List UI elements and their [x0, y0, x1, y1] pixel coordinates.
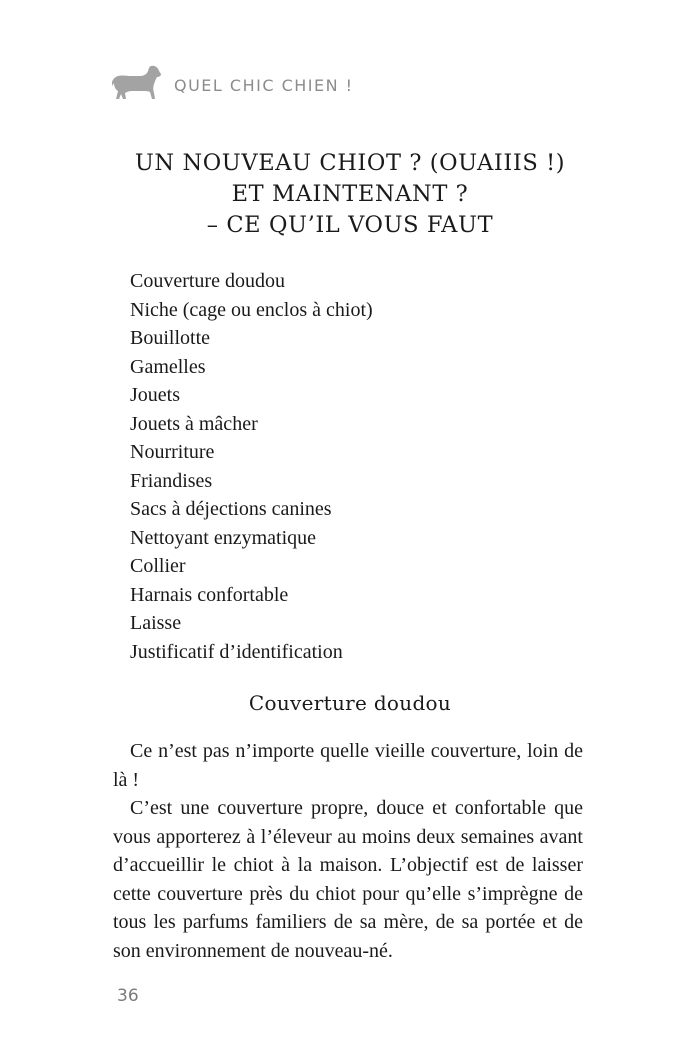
list-item: Justificatif d’identification [130, 640, 343, 663]
list-item: Jouets à mâcher [130, 412, 258, 435]
list-item: Sacs à déjections canines [130, 498, 332, 520]
chapter-title [0, 148, 700, 241]
section-heading: Couverture doudou [248, 691, 452, 715]
list-item: Niche (cage ou enclos à chiot) [130, 298, 373, 321]
list-item: Couverture doudou [130, 270, 285, 292]
list-item: Nourriture [130, 441, 215, 463]
list-item: Jouets [130, 384, 180, 406]
page-number: 36 [117, 986, 139, 1006]
list-item: Laisse [130, 612, 182, 634]
paragraph: C’est une couverture propre, douce et confortable que vous apporterez à l’éleveur au moins deux semaines avant d’accueillir le chiot à la maison. L’objectif est de laisser cette couverture près du chiot pour qu’elle s’imprègne de tous les parfums familiers de sa mère, de sa portée et de son environnement de nouveau-né. [113, 797, 583, 962]
chapter-title-line: UN NOUVEAU CHIOT ? (OUAIIIS !) [134, 150, 566, 176]
running-header [112, 60, 354, 104]
list-item: Nettoyant enzymatique [130, 526, 317, 549]
list-item: Collier [130, 555, 186, 577]
list-item: Bouillotte [130, 327, 210, 349]
list-item: Harnais confortable [130, 583, 289, 606]
paragraph: Ce n’est pas n’importe quelle vieille couverture, loin de là ! [113, 740, 583, 791]
section-body [113, 737, 583, 965]
list-item: Friandises [130, 469, 213, 492]
dog-silhouette-icon [112, 63, 162, 101]
running-header-title: QUEL CHIC CHIEN ! [174, 75, 354, 95]
list-item: Gamelles [130, 355, 206, 378]
chapter-title-line: ET MAINTENANT ? [231, 181, 469, 207]
checklist [130, 267, 373, 666]
chapter-title-line: – CE QU’IL VOUS FAUT [206, 212, 494, 238]
